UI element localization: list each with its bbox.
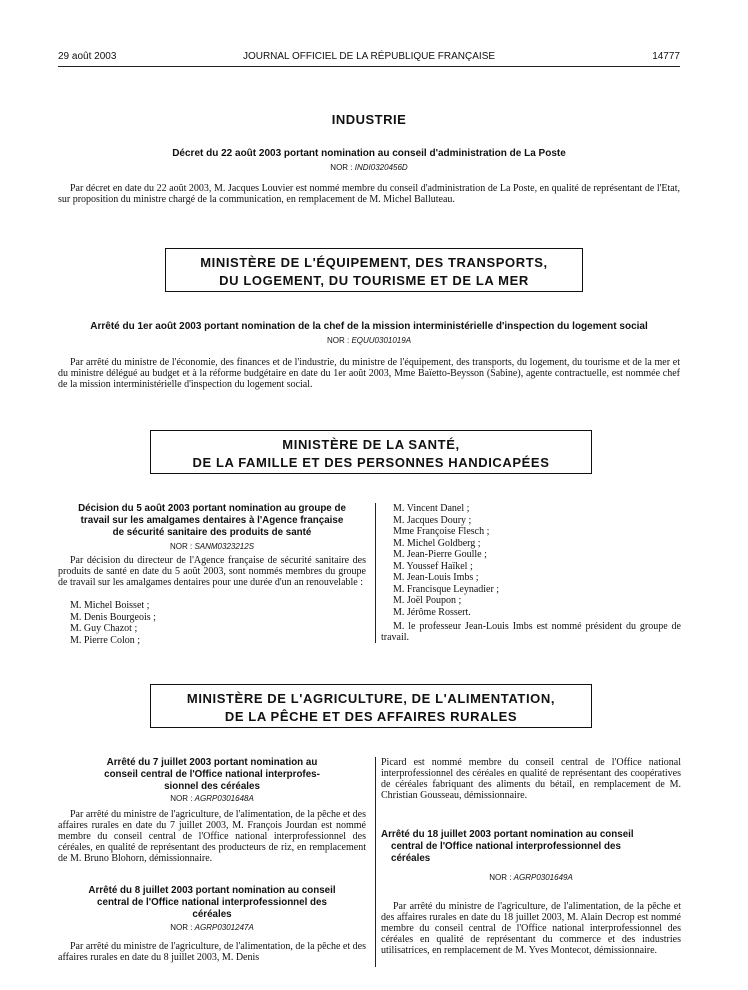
list-item: Mme Françoise Flesch ; [393,526,490,537]
president-statement: M. le professeur Jean-Louis Imbs est nommé président du groupe de travail. [381,621,681,643]
ministry-box-line: DE LA PÊCHE ET DES AFFAIRES RURALES [224,709,518,724]
header-journal-title: JOURNAL OFFICIEL DE LA RÉPUBLIQUE FRANÇAISE [242,51,496,62]
list-item: M. Pierre Colon ; [70,634,140,646]
ministry-box-line: MINISTÈRE DE L'AGRICULTURE, DE L'ALIMENTATION, [186,691,556,706]
list-item: M. Vincent Danel ; [393,503,470,514]
title-line: conseil central de l'Office national interprofes- [104,769,320,780]
title-line: travail sur les amalgames dentaires à l'Agence française [80,515,344,526]
ministry-box-line: MINISTÈRE DE L'ÉQUIPEMENT, DES TRANSPORTS, [200,255,548,270]
title-line: Arrêté du 8 juillet 2003 portant nomination au conseil [88,885,336,896]
nor-reference: NOR : INDI0320456D [330,163,408,172]
title-line: de sécurité sanitaire des produits de santé [112,527,312,538]
arrete-body-7-juillet: Par arrêté du ministre de l'agriculture, de l'alimentation, de la pêche et des affaires rurales en date du 7 juillet 2003, M. François Jourdan est nommé membre du conseil central de l'Office national interprofessionnel des céréales, en qualité de représentant des producteurs de riz, en remplacement de M. Bruno Blohorn, démissionnaire. [58,809,366,864]
nor-reference: NOR : EQUU0301019A [326,336,412,345]
ministry-box-line: MINISTÈRE DE LA SANTÉ, [282,437,460,452]
ministry-box-line: DE LA FAMILLE ET DES PERSONNES HANDICAPÉES [192,455,550,470]
nor-reference: NOR : SANM0323212S [169,542,255,551]
decision-title-amalgames [58,503,366,539]
arrete-title-8-juillet [58,885,366,921]
nor-reference: NOR : AGRP0301649A [489,873,573,882]
arrete-body-18-juillet: Par arrêté du ministre de l'agriculture, de l'alimentation, de la pêche et des affaires rurales en date du 18 juillet 2003, M. Alain Decrop est nommé membre du conseil central de l'Office national interprofessionnel des céréales en qualité de représentant du commerce et des industries utilisatrices, en remplacement de M. Yves Montecot, démissionnaire. [381,901,681,956]
header-date: 29 août 2003 [58,51,117,62]
list-item: M. Youssef Haïkel ; [393,560,473,572]
ministry-box-agriculture [150,684,592,728]
section-heading-industrie: INDUSTRIE [331,112,407,127]
arrete-body-logement-social: Par arrêté du ministre de l'économie, des finances et de l'industrie, du ministre de l'équipement, des transports, du logement, du tourisme et de la mer et du ministre délégué au budget et à la réforme budgétaire en date du 1er août 2003, Mme Baïetto-Beysson (Sabine), agente contractuelle, est nommée chef de la mission interministérielle d'inspection du logement social. [58,357,680,390]
nor-reference: NOR : AGRP0301648A [170,794,254,803]
column-divider [375,503,376,643]
arrete-body-8-juillet-continued: Picard est nommé membre du conseil central de l'Office national interprofessionnel des céréales en qualité de représentant des coopératives de céréales fabriquant des aliments du bétail, en remplacement de M. Christian Gousseau, démissionnaire. [381,757,681,801]
title-line: central de l'Office national interprofessionnel des [391,841,621,852]
arrete-title-7-juillet [58,757,366,793]
title-line: Décision du 5 août 2003 portant nomination au groupe de [78,503,346,514]
list-item: M. Joël Poupon ; [393,595,462,606]
list-item: M. Jacques Doury ; [393,514,472,526]
arrete-title-logement-social: Arrêté du 1er août 2003 portant nomination de la chef de la mission interministérielle d'inspection du logement social [90,321,648,332]
arrete-body-8-juillet: Par arrêté du ministre de l'agriculture, de l'alimentation, de la pêche et des affaires rurales en date du 8 juillet 2003, M. Denis [58,941,366,963]
ministry-box-line: DU LOGEMENT, DU TOURISME ET DE LA MER [219,273,529,288]
page-header [58,51,680,65]
title-line: Arrêté du 18 juillet 2003 portant nomination au conseil [381,829,634,840]
members-list-left [70,600,156,646]
title-line: céréales [192,909,232,920]
title-line: central de l'Office national interprofessionnel des [97,897,327,908]
arrete-title-18-juillet [381,829,681,865]
title-line: sionnel des céréales [164,781,260,792]
column-divider [375,757,376,967]
list-item: M. Guy Chazot ; [70,623,138,634]
list-item: M. Jean-Louis Imbs ; [393,572,479,583]
title-line: céréales [391,853,431,864]
list-item: M. Michel Goldberg ; [393,537,481,549]
list-item: M. Francisque Leynadier ; [393,583,500,595]
members-list-right [393,503,499,618]
decision-body-amalgames: Par décision du directeur de l'Agence française de sécurité sanitaire des produits de santé en date du 5 août 2003, sont nommés membres du groupe de travail sur les amalgames dentaires pour une durée d'un an renouvelable : [58,555,366,588]
decree-title-la-poste: Décret du 22 août 2003 portant nomination au conseil d'administration de La Poste [172,148,566,159]
header-rule [58,66,680,67]
nor-reference: NOR : AGRP0301247A [170,923,254,932]
ministry-box-sante [150,430,592,474]
decree-body-la-poste: Par décret en date du 22 août 2003, M. Jacques Louvier est nommé membre du conseil d'administration de La Poste, en qualité de représentant de l'Etat, sur proposition du ministre chargé de la communication, en remplacement de M. Michel Balluteau. [58,183,680,205]
list-item: M. Michel Boisset ; [70,600,150,611]
list-item: M. Denis Bourgeois ; [70,611,156,623]
title-line: Arrêté du 7 juillet 2003 portant nomination au [106,757,318,768]
header-page-number: 14777 [652,51,680,62]
ministry-box-equipement [165,248,583,292]
list-item: M. Jean-Pierre Goulle ; [393,549,487,560]
list-item: M. Jérôme Rossert. [393,606,471,618]
